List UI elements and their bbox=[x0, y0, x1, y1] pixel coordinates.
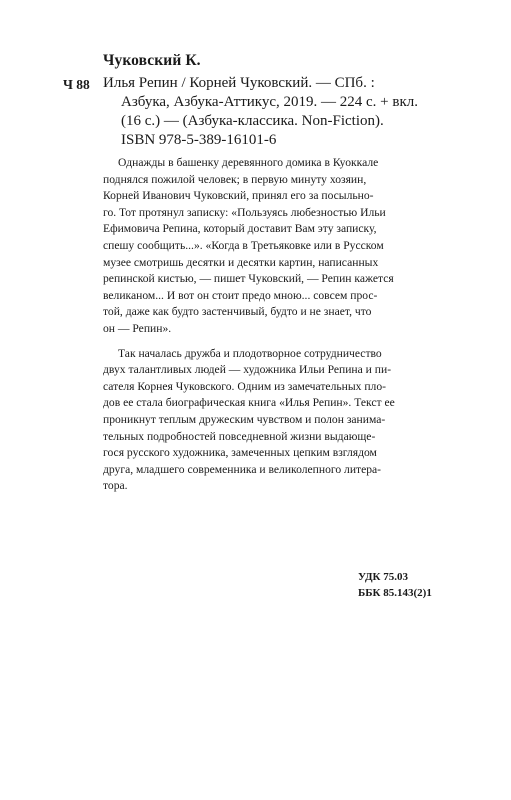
annotation-line: двух талантливых людей — художника Ильи Репина и пи- bbox=[103, 363, 392, 377]
annotation-line: сателя Корнея Чуковского. Одним из замечательных пло- bbox=[103, 379, 386, 393]
paragraph-gap bbox=[103, 338, 443, 346]
annotation-line: репинской кистью, — пишет Чуковский, — Репин кажется bbox=[103, 272, 394, 286]
annotation-line: спешу сообщить...». «Когда в Третьяковке или в Русском bbox=[103, 238, 384, 252]
udk-index: УДК 75.03 bbox=[358, 571, 409, 583]
annotation-line: музее смотришь десятки и десятки картин, написанных bbox=[103, 255, 379, 269]
annotation-line: го. Тот протянул записку: «Пользуясь любезностью Ильи bbox=[103, 205, 386, 219]
annotation bbox=[103, 155, 443, 495]
annotation-line: проникнут теплым дружеским чувством и полон занима- bbox=[103, 412, 386, 426]
annotation-line: тельных подробностей повседневной жизни выдающе- bbox=[103, 429, 376, 443]
annotation-line: Однажды в башенку деревянного домика в Куоккале bbox=[118, 156, 379, 169]
biblio-line: Илья Репин / Корней Чуковский. — СПб. : bbox=[103, 75, 375, 91]
annotation-line: Так началась дружба и плодотворное сотрудничество bbox=[118, 346, 382, 360]
annotation-line: той, даже как будто застенчивый, будто и не знает, что bbox=[103, 305, 372, 319]
classification-code: Ч 88 bbox=[63, 77, 90, 92]
annotation-line: великаном... И вот он стоит предо мною... совсем прос- bbox=[103, 288, 378, 302]
bbk-index: ББК 85.143(2)1 bbox=[358, 587, 432, 599]
annotation-line: друга, младшего современника и великолепного литера- bbox=[103, 462, 382, 476]
author-name: Чуковский К. bbox=[103, 52, 201, 69]
annotation-line: Корней Иванович Чуковский, принял его за посыльно- bbox=[103, 189, 374, 203]
classification-indices bbox=[358, 569, 432, 601]
annotation-line: Ефимовича Репина, который доставит Вам эту записку, bbox=[103, 222, 377, 236]
annotation-line: он — Репин». bbox=[103, 321, 172, 335]
annotation-line: дов ее стала биографическая книга «Илья Репин». Текст ее bbox=[103, 396, 395, 410]
bibliographic-record bbox=[103, 74, 443, 150]
annotation-line: тора. bbox=[103, 479, 128, 493]
isbn: ISBN 978-5-389-16101-6 bbox=[121, 132, 277, 148]
annotation-line: поднялся пожилой человек; в первую минуту хозяин, bbox=[103, 172, 367, 186]
biblio-line: Азбука, Азбука-Аттикус, 2019. — 224 с. + вкл. bbox=[121, 94, 418, 110]
annotation-line: гося русского художника, замеченных цепким взглядом bbox=[103, 446, 377, 460]
biblio-line: (16 с.) — (Азбука-классика. Non-Fiction). bbox=[121, 113, 384, 129]
